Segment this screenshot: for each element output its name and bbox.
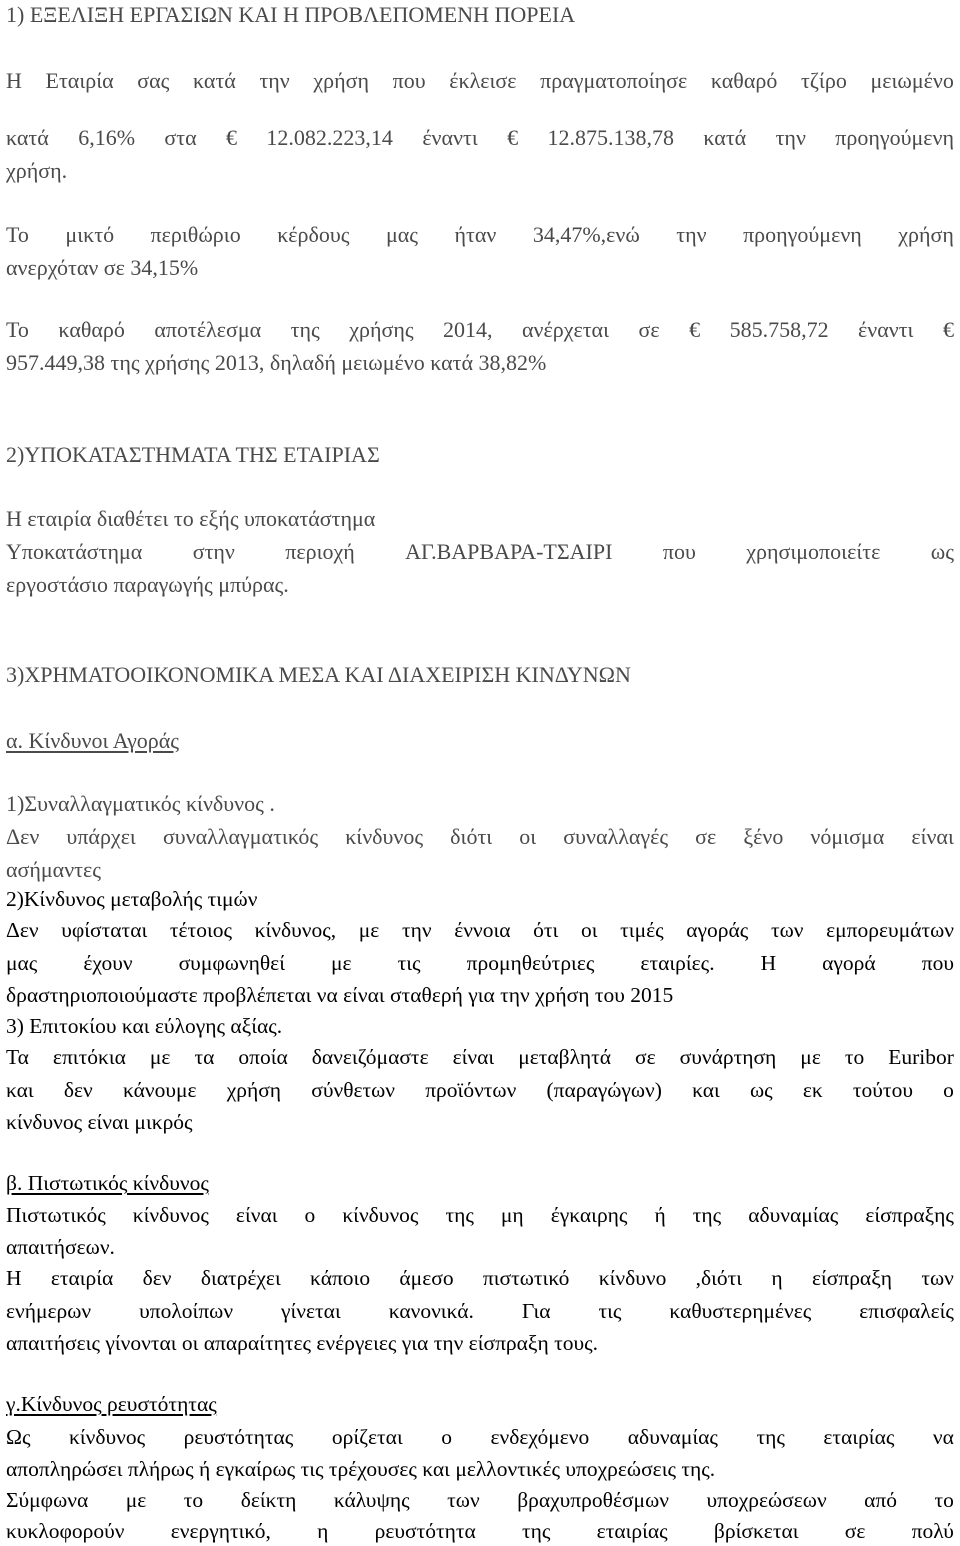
interest-risk-heading: 3) Επιτοκίου και εύλογης αξίας. [6,1014,283,1038]
word: Η [760,951,777,975]
word: είναι [911,824,954,849]
credit-line-3 [6,1268,954,1290]
word: κάλυψης [333,1488,410,1512]
word: εταιρίας [596,1519,668,1543]
word: είναι [235,1203,278,1227]
word: της [692,1203,722,1227]
word: ο [943,1078,954,1102]
word: Δεν [6,918,39,942]
word: το [183,1488,204,1512]
word: κίνδυνος [132,1203,209,1227]
word: κίνδυνος [69,1425,146,1449]
word: κανονικά. [388,1299,474,1323]
credit-line-5: απαιτήσεις γίνονται οι απαραίτητες ενέργειες για την είσπραξη τους. [6,1331,599,1355]
word: Υποκατάστημα [6,539,143,564]
word: μικτό [65,222,115,247]
word: οι [580,918,598,942]
word: έχουν [83,951,133,975]
word: είναι [452,1045,495,1069]
word: εμπορευμάτων [826,918,954,942]
revenue-line-1 [6,70,954,92]
word: με [358,918,380,942]
word: μη [500,1203,524,1227]
word: την [676,222,707,247]
word: τούτου [852,1078,913,1102]
interest-line-3: κίνδυνος είναι μικρός [6,1110,193,1134]
word: βραχυπροθέσμων [517,1488,669,1512]
word: των [770,918,804,942]
euro-symbol: € [942,317,954,342]
result-line-1 [6,319,954,341]
word: που [392,68,426,93]
word: Για [521,1299,551,1323]
word: Ως [6,1425,31,1449]
word: συνάρτηση [679,1045,777,1069]
liquidity-line-1 [6,1427,954,1449]
branch-location: ΑΓ.ΒΑΡΒΑΡΑ-ΤΣΑΙΡΙ [405,539,613,564]
word: Η [6,1266,22,1290]
margin-line-2: ανερχόταν σε 34,15% [6,255,199,280]
word: κίνδυνο [598,1266,667,1290]
word: κατά [703,125,747,150]
word: χρήσης [349,317,414,342]
word: κατά [6,125,49,150]
word: ότι [533,918,559,942]
euro-symbol: € [689,317,701,342]
margin-line-1 [6,224,954,246]
word: καθυστερημένες [669,1299,812,1323]
word: Σύμφωνα [6,1488,89,1512]
word: χρήση [898,222,954,247]
word: την [401,918,432,942]
word: τις [397,951,421,975]
price-line-1 [6,920,954,942]
word: σας [137,68,170,93]
word: διότι [450,824,493,849]
word: ενεργητικό, [170,1519,271,1543]
interest-line-2 [6,1080,954,1102]
word: και [6,1078,34,1102]
fx-line-1 [6,826,954,848]
word: αποτέλεσμα [154,317,262,342]
word: άμεσο [399,1266,454,1290]
word: αδυναμίας [748,1203,839,1227]
word: τα [194,1045,215,1069]
word: περιοχή [285,539,355,564]
word: Πιστωτικός [6,1203,106,1227]
word: προηγούμενη [743,222,862,247]
price-line-2 [6,953,954,975]
word: καθαρό [58,317,125,342]
word: πραγματοποίησε [540,68,688,93]
word: εκ [802,1078,823,1102]
euro-symbol: € [507,125,519,150]
word: ανέρχεται [522,317,609,342]
word: συναλλαγματικός [162,824,319,849]
word: έγκαιρης [550,1203,628,1227]
market-risk-heading: α. Κίνδυνοι Αγοράς [6,728,180,753]
word: μας [6,951,38,975]
section-2-heading: 2)ΥΠΟΚΑΤΑΣΤΗΜΑΤΑ ΤΗΣ ΕΤΑΙΡΙΑΣ [6,442,380,467]
liquidity-line-3 [6,1490,954,1512]
word: η [771,1266,783,1290]
word: οποία [238,1045,288,1069]
word: με [149,1045,171,1069]
word: βρίσκεται [713,1519,799,1543]
credit-risk-heading: β. Πιστωτικός κίνδυνος [6,1171,209,1195]
word: υφίσταται [61,918,148,942]
word: δεν [63,1078,93,1102]
word: τις [598,1299,622,1323]
word: κάνουμε [122,1078,197,1102]
revenue-line-2 [6,127,954,149]
word: είσπραξη [811,1266,893,1290]
branch-line-3: εργοστάσιο παραγωγής μπύρας. [6,572,289,597]
word: έναντι [422,125,478,150]
fx-line-2: ασήμαντες [6,857,101,882]
word: με [800,1045,821,1069]
gross-margin-value: 34,47%,ενώ [532,222,640,247]
result-line-2: 957.449,38 της χρήσης 2013, δηλαδή μειωμένο κατά 38,82% [6,350,547,375]
word: σύνθετων [311,1078,396,1102]
word: πιστωτικό [482,1266,570,1290]
word: (παραγώγων) [546,1078,662,1102]
interest-line-1 [6,1047,954,1069]
word: καθαρό [710,68,778,93]
word: Το [6,222,29,247]
word: Τα [6,1045,29,1069]
word: εταιρίες. [640,951,715,975]
revenue-line-3: χρήση. [6,158,68,183]
branch-line-1: Η εταιρία διαθέτει το εξής υποκατάστημα [6,506,376,531]
word: την [775,125,806,150]
word: υπάρχει [66,824,136,849]
euro-symbol: € [226,125,238,150]
word: γίνεται [281,1299,341,1323]
word: προμηθεύτριες [466,951,595,975]
word: ορίζεται [331,1425,403,1449]
current-revenue: 12.082.223,14 [266,125,393,150]
word: Το [6,317,29,342]
word: κατά [193,68,236,93]
word: της [522,1519,551,1543]
word: τιμές [620,918,664,942]
word: των [921,1266,954,1290]
word: ως [750,1078,773,1102]
word: η [317,1519,329,1543]
word: στα [164,125,197,150]
word: σε [695,824,717,849]
word: της [290,317,320,342]
word: προηγούμενη [835,125,954,150]
word: αγοράς [686,918,749,942]
word: πολύ [911,1519,954,1543]
credit-line-1 [6,1205,954,1227]
word: κίνδυνος, [254,918,337,942]
liquidity-line-2: αποπληρώσει πλήρως ή εγκαίρως τις τρέχουσες και μελλοντικές υποχρεώσεις της. [6,1457,716,1481]
word: την [259,68,290,93]
word: δανειζόμαστε [311,1045,429,1069]
word: από [864,1488,898,1512]
word: έκλεισε [449,68,517,93]
word: συμφωνηθεί [178,951,285,975]
word: των [447,1488,480,1512]
word: Euribor [888,1045,954,1069]
word: ή [654,1203,666,1227]
word: εταιρία [50,1266,114,1290]
word: ξένο [743,824,784,849]
word: διατρέχει [200,1266,281,1290]
word: ρευστότητα [374,1519,476,1543]
word: επιτόκια [52,1045,126,1069]
word: μας [385,222,419,247]
word: ενδεχόμενο [490,1425,590,1449]
word: αγορά [822,951,876,975]
word: κίνδυνος [345,824,424,849]
word: στην [192,539,235,564]
word: χρήση [226,1078,282,1102]
word: σε [635,1045,656,1069]
word: Δεν [6,824,40,849]
word: χρησιμοποιείτε [746,539,881,564]
word: υπολοίπων [139,1299,234,1323]
word: τζίρο [800,68,847,93]
word: 6,16% [78,125,136,150]
word: μεταβλητά [518,1045,611,1069]
word: εταιρίας [823,1425,895,1449]
word: και [692,1078,720,1102]
word: Εταιρία [45,68,114,93]
word: κάποιο [310,1266,371,1290]
word: μειωμένο [870,68,954,93]
word: που [921,951,954,975]
word: είσπραξης [865,1203,954,1227]
word: χρήση [313,68,369,93]
word: αδυναμίας [627,1425,718,1449]
word: υποχρεώσεων [706,1488,827,1512]
word: ρευστότητας [183,1425,294,1449]
section-3-heading: 3)ΧΡΗΜΑΤΟΟΙΚΟΝΟΜΙΚΑ ΜΕΣΑ ΚΑΙ ΔΙΑΧΕΙΡΙΣΗ ΚΙΝΔΥΝΩΝ [6,662,631,687]
word: ήταν [454,222,497,247]
word: που [662,539,696,564]
word: δείκτη [240,1488,297,1512]
word: το [934,1488,954,1512]
price-line-3: δραστηριοποιούμαστε προβλέπεται να είναι σταθερή για την χρήση του 2015 [6,983,674,1007]
word: της [445,1203,474,1227]
word: Η [6,68,22,93]
word: 2014, [443,317,493,342]
section-1-heading: 1) ΕΞΕΛΙΞΗ ΕΡΓΑΣΙΩΝ ΚΑΙ Η ΠΡΟΒΛΕΠΟΜΕΝΗ ΠΟΡΕΙΑ [6,2,576,27]
credit-line-4 [6,1301,954,1323]
word: κέρδους [277,222,350,247]
word: οι [519,824,537,849]
word: έναντι [858,317,914,342]
price-risk-heading: 2)Κίνδυνος μεταβολής τιμών [6,887,258,911]
word: τέτοιος [169,918,232,942]
word: επισφαλείς [859,1299,954,1323]
word: ενήμερων [6,1299,92,1323]
word: το [844,1045,865,1069]
word: κυκλοφορούν [6,1519,125,1543]
word: σε [844,1519,866,1543]
word: περιθώριο [150,222,241,247]
branch-line-2 [6,541,954,563]
current-result: 585.758,72 [729,317,829,342]
credit-line-2: απαιτήσεων. [6,1235,115,1259]
word: σε [638,317,660,342]
liquidity-line-4 [6,1521,954,1543]
liquidity-risk-heading: γ.Κίνδυνος ρευστότητας [6,1392,217,1416]
word: δεν [142,1266,172,1290]
word: ο [304,1203,316,1227]
word: να [932,1425,954,1449]
word: με [331,951,352,975]
word: ο [441,1425,452,1449]
word: ως [930,539,954,564]
word: προϊόντων [425,1078,517,1102]
word: ,διότι [695,1266,743,1290]
previous-revenue: 12.875.138,78 [547,125,675,150]
word: της [756,1425,785,1449]
word: νόμισμα [810,824,885,849]
word: με [125,1488,147,1512]
word: έννοια [454,918,511,942]
word: συναλλαγές [563,824,669,849]
word: κίνδυνος [342,1203,419,1227]
fx-risk-heading: 1)Συναλλαγματικός κίνδυνος . [6,791,275,816]
